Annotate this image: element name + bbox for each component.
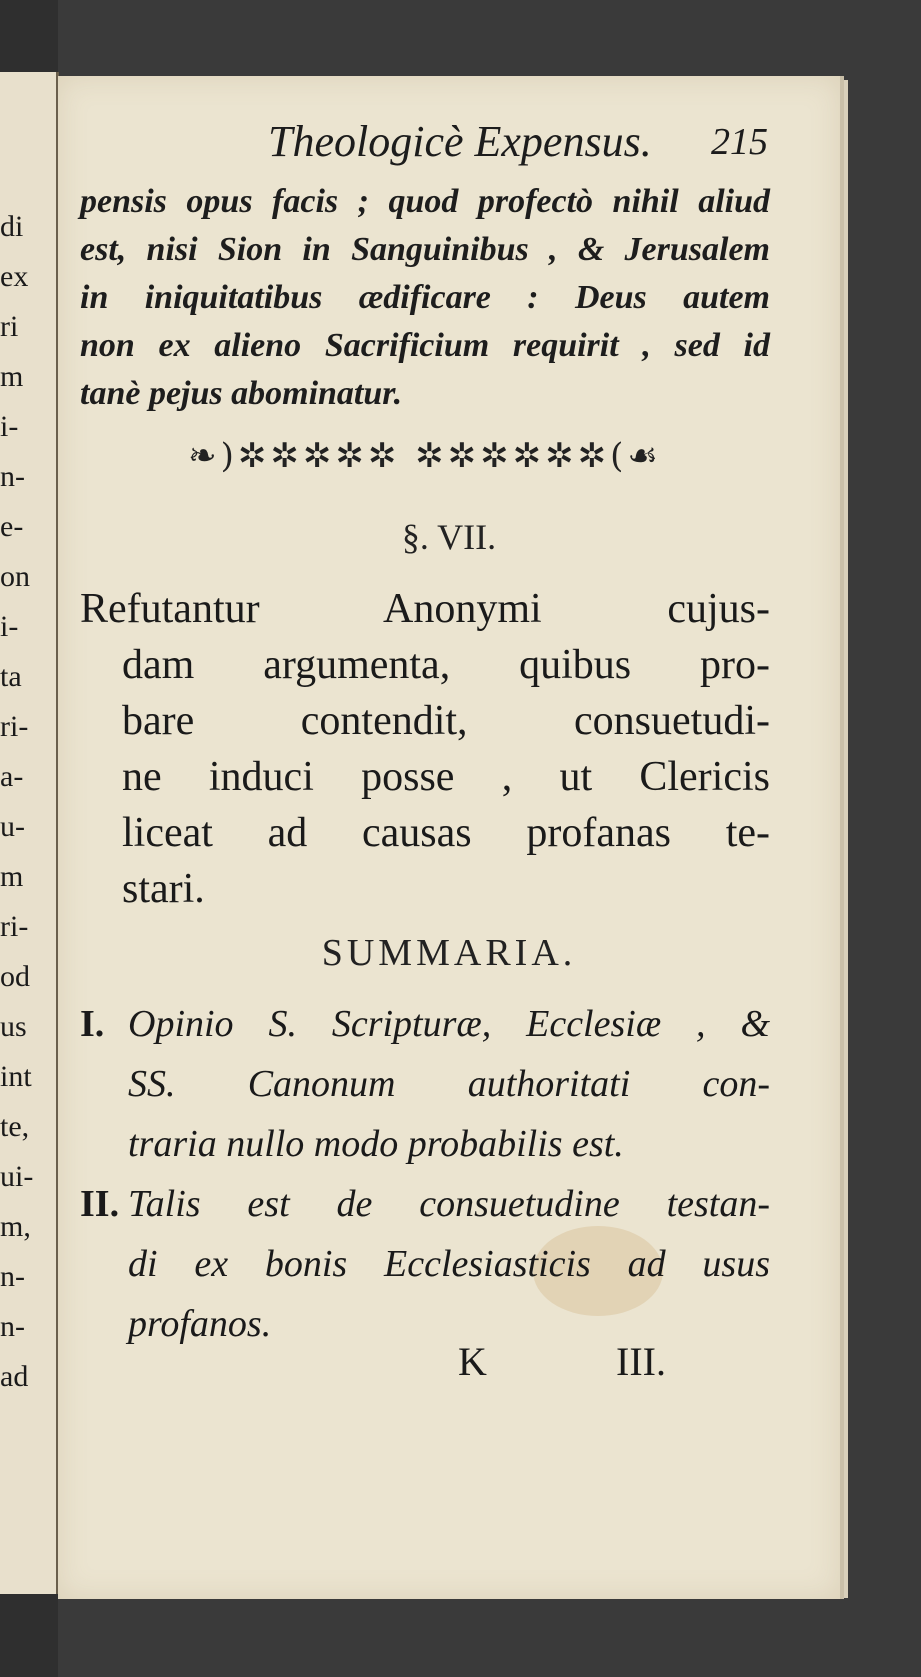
body-line: est, nisi Sion in Sanguinibus , & Jerusalem	[80, 231, 770, 268]
catchword: III.	[616, 1339, 666, 1384]
summary-line: traria nullo modo probabilis est.	[128, 1123, 624, 1165]
body-line: in iniquitatibus ædificare : Deus autem	[80, 279, 770, 316]
left-fragment: ri-	[0, 910, 29, 943]
left-fragment: u-	[0, 810, 25, 843]
body-line: pensis opus facis ; quod profectò nihil aliud	[80, 183, 770, 220]
left-fragment: ri-	[0, 710, 29, 743]
left-fragment: di	[0, 210, 24, 243]
running-head-title: Theologicè Expensus.	[268, 117, 652, 166]
summary-item	[80, 1174, 770, 1354]
left-fragment: n-	[0, 1260, 25, 1293]
left-fragment: m	[0, 860, 24, 893]
left-fragment: ad	[0, 1360, 29, 1393]
left-fragment: int	[0, 1060, 32, 1093]
left-fragment: on	[0, 560, 30, 593]
summary-line: Talis est de consuetudine testan-	[128, 1183, 770, 1225]
summaria-title: SUMMARIA.	[321, 932, 577, 974]
summary-line: SS. Canonum authoritati con-	[128, 1063, 770, 1105]
left-fragment: i-	[0, 610, 19, 643]
summary-line: di ex bonis Ecclesiasticis ad usus	[128, 1243, 770, 1285]
heading-line: stari.	[122, 866, 205, 912]
left-fragment: ex	[0, 260, 29, 293]
left-fragment: e-	[0, 510, 24, 543]
summary-item	[80, 994, 770, 1174]
left-fragment: n-	[0, 460, 25, 493]
left-fragment: ui-	[0, 1160, 34, 1193]
heading-line: liceat ad causas profanas te-	[122, 810, 770, 856]
summary-line: Opinio S. Scripturæ, Ecclesiæ , &	[128, 1003, 770, 1045]
signature-mark: K	[458, 1339, 487, 1384]
left-page-edge	[0, 72, 59, 1594]
heading-line: Refutantur Anonymi cujus-	[80, 586, 770, 632]
left-fragment: od	[0, 960, 30, 993]
left-fragment: te,	[0, 1110, 30, 1143]
decorative-ornament-band: ❧)✲✲✲✲✲ ✲✲✲✲✲✲(☙	[188, 436, 662, 476]
book-page	[58, 76, 844, 1599]
summary-item-number: I.	[80, 1003, 105, 1045]
running-head	[208, 116, 768, 176]
summary-item-number: II.	[80, 1183, 120, 1225]
left-fragment: n-	[0, 1310, 25, 1343]
body-line: non ex alieno Sacrificium requirit , sed id	[80, 327, 770, 364]
left-fragment: ta	[0, 660, 22, 693]
summary-line: profanos.	[128, 1303, 272, 1345]
summary-list	[80, 994, 770, 1354]
heading-line: bare contendit, consuetudi-	[122, 698, 770, 744]
body-line: tanè pejus abominatur.	[80, 375, 403, 412]
heading-line: ne induci posse , ut Clericis	[122, 754, 770, 800]
left-fragment: m	[0, 360, 24, 393]
left-fragment: a-	[0, 760, 24, 793]
left-fragment: us	[0, 1010, 27, 1043]
left-fragment: i-	[0, 410, 19, 443]
section-number: §. VII.	[401, 517, 497, 557]
heading-line: dam argumenta, quibus pro-	[122, 642, 770, 688]
page-number: 215	[711, 121, 768, 163]
left-fragment: ri	[0, 310, 19, 343]
left-fragment: m,	[0, 1210, 31, 1243]
section-heading	[80, 581, 770, 917]
body-paragraph	[80, 178, 770, 418]
